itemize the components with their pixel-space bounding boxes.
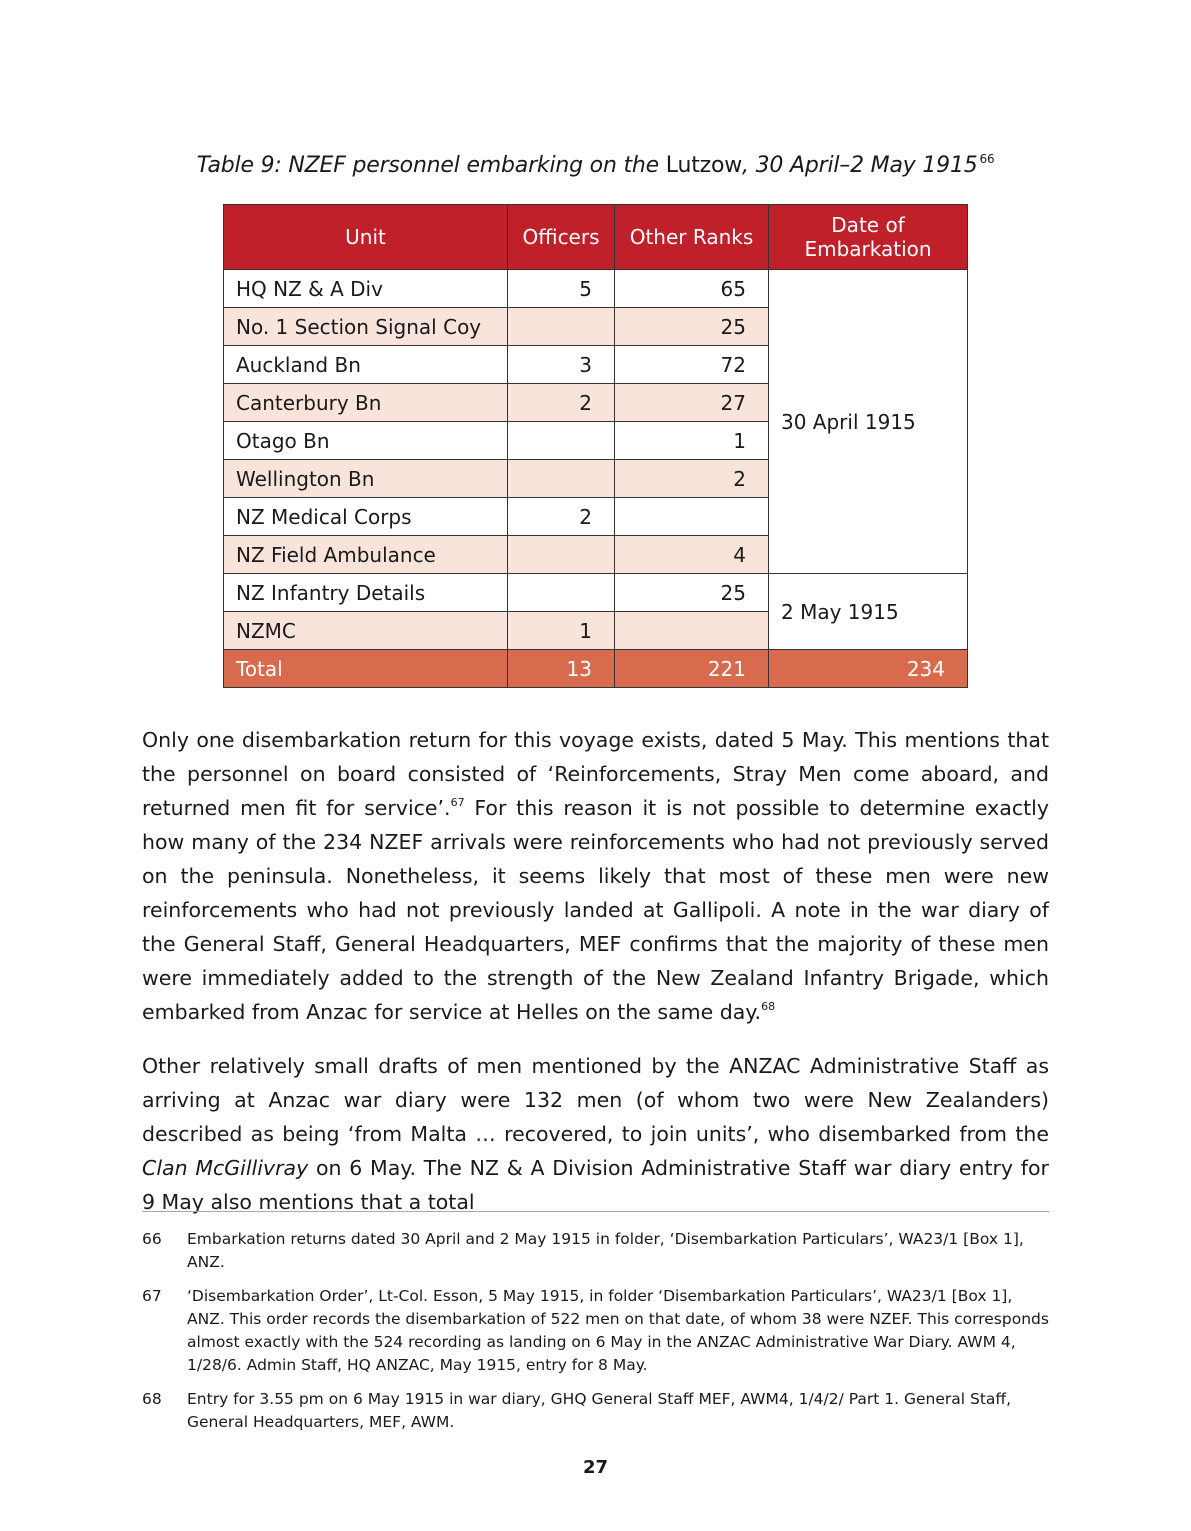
footnote-number: 68 — [142, 1390, 162, 1408]
caption-suffix: , 30 April–2 May 1915 — [742, 153, 978, 178]
footnote — [142, 1388, 1049, 1434]
cell-officers: 2 — [508, 384, 615, 422]
cell-officers: 2 — [508, 498, 615, 536]
header-unit: Unit — [224, 205, 508, 270]
header-date: Date of Embarkation — [769, 205, 968, 270]
cell-officers — [508, 422, 615, 460]
footnotes — [142, 1228, 1049, 1445]
table-header-row — [224, 205, 968, 270]
table-row — [224, 574, 968, 612]
cell-date-30-april: 30 April 1915 — [769, 270, 968, 574]
paragraph-2-text-b: on 6 May. The NZ & A Division Administrative Staff war diary entry for 9 May also mentions that a total — [142, 1156, 1049, 1214]
cell-officers — [508, 308, 615, 346]
total-label: Total — [224, 650, 508, 688]
body-paragraph-2 — [142, 1049, 1049, 1219]
cell-unit: HQ NZ & A Div — [224, 270, 508, 308]
cell-other-ranks: 25 — [615, 308, 769, 346]
cell-unit: NZ Field Ambulance — [224, 536, 508, 574]
caption-prefix: Table 9: NZEF personnel embarking on the — [196, 153, 666, 178]
footnote — [142, 1228, 1049, 1274]
cell-other-ranks: 72 — [615, 346, 769, 384]
cell-unit: No. 1 Section Signal Coy — [224, 308, 508, 346]
cell-officers — [508, 536, 615, 574]
table-row — [224, 270, 968, 308]
footnote — [142, 1285, 1049, 1377]
cell-other-ranks: 65 — [615, 270, 769, 308]
table-caption — [0, 152, 1191, 178]
paragraph-2-text-a: Other relatively small drafts of men mentioned by the ANZAC Administrative Staff as arriving at Anzac war diary were 132 men (of whom two were New Zealanders) described as being ‘from Malta … recovered, to join units’, who disembarked from the — [142, 1054, 1049, 1146]
total-all: 234 — [769, 650, 968, 688]
cell-unit: NZMC — [224, 612, 508, 650]
page-number: 27 — [582, 1457, 609, 1478]
cell-other-ranks: 25 — [615, 574, 769, 612]
cell-other-ranks: 27 — [615, 384, 769, 422]
footnote-divider — [142, 1211, 1049, 1212]
paragraph-1-text-a: Only one disembarkation return for this voyage exists, dated 5 May. This mentions that the personnel on board consisted of ‘Reinforcements, Stray Men come aboard, and returned men fit for service’. — [142, 728, 1049, 820]
total-officers: 13 — [508, 650, 615, 688]
cell-unit: NZ Medical Corps — [224, 498, 508, 536]
cell-other-ranks: 4 — [615, 536, 769, 574]
cell-unit: Otago Bn — [224, 422, 508, 460]
header-officers: Officers — [508, 205, 615, 270]
cell-unit: NZ Infantry Details — [224, 574, 508, 612]
cell-date-2-may: 2 May 1915 — [769, 574, 968, 650]
cell-officers — [508, 460, 615, 498]
cell-other-ranks: 1 — [615, 422, 769, 460]
cell-other-ranks — [615, 498, 769, 536]
cell-other-ranks: 2 — [615, 460, 769, 498]
footnote-text: Embarkation returns dated 30 April and 2 May 1915 in folder, ‘Disembarkation Particulars’, WA23/1 [Box 1], ANZ. — [187, 1230, 1024, 1271]
table-total-row — [224, 650, 968, 688]
cell-unit: Wellington Bn — [224, 460, 508, 498]
total-other-ranks: 221 — [615, 650, 769, 688]
footnote-text: Entry for 3.55 pm on 6 May 1915 in war diary, GHQ General Staff MEF, AWM4, 1/4/2/ Part 1. General Staff, General Headquarters, MEF, AWM. — [187, 1390, 1012, 1431]
footnote-ref-67: 67 — [450, 796, 465, 809]
paragraph-1-text-b: For this reason it is not possible to determine exactly how many of the 234 NZEF arrivals were reinforcements who had not previously served on the peninsula. Nonetheless, it seems likely that most of these men were new reinforcements who had not previously landed at Gallipoli. A note in the war diary of the General Staff, General Headquarters, MEF confirms that the majority of these men were immediately added to the strength of the New Zealand Infantry Brigade, which embarked from Anzac for service at Helles on the same day. — [142, 796, 1049, 1024]
footnote-ref-68: 68 — [761, 1000, 776, 1013]
cell-unit: Auckland Bn — [224, 346, 508, 384]
cell-officers — [508, 574, 615, 612]
cell-officers: 3 — [508, 346, 615, 384]
cell-officers: 5 — [508, 270, 615, 308]
embarkation-table — [223, 204, 968, 688]
header-other-ranks: Other Ranks — [615, 205, 769, 270]
caption-ship-name: Lutzow — [665, 153, 743, 178]
cell-officers: 1 — [508, 612, 615, 650]
body-paragraph-1 — [142, 723, 1049, 1029]
footnote-number: 66 — [142, 1230, 162, 1248]
paragraph-2-ship-name: Clan McGillivray — [142, 1156, 309, 1180]
footnote-number: 67 — [142, 1287, 162, 1305]
cell-other-ranks — [615, 612, 769, 650]
caption-footnote-ref: 66 — [979, 152, 995, 166]
footnote-text: ‘Disembarkation Order’, Lt-Col. Esson, 5 May 1915, in folder ‘Disembarkation Particulars’, WA23/1 [Box 1], ANZ. This order records the disembarkation of 522 men on that date, of whom 38 were NZEF. This corresponds almost exactly with the 524 recording as landing on 6 May in the ANZAC Administrative War Diary. AWM 4, 1/28/6. Admin Staff, HQ ANZAC, May 1915, entry for 8 May. — [187, 1287, 1049, 1374]
cell-unit: Canterbury Bn — [224, 384, 508, 422]
